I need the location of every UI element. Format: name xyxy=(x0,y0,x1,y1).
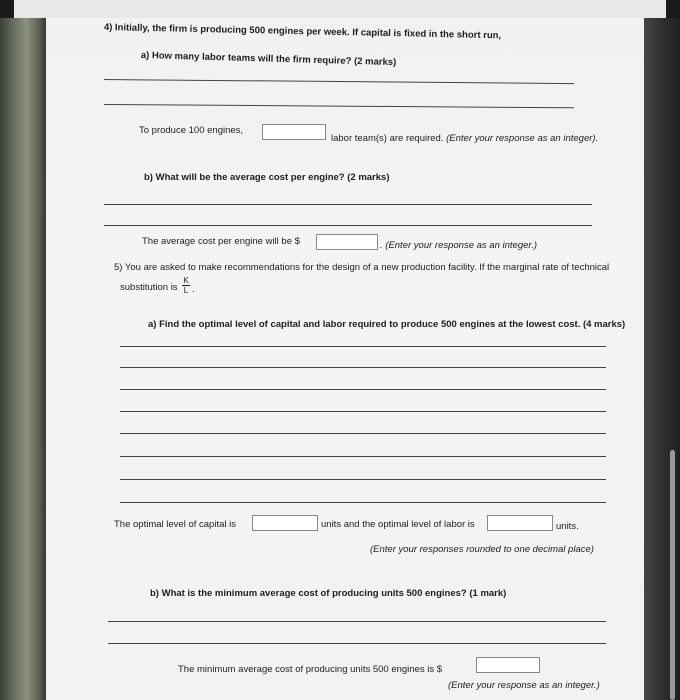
q5-substitution-label: substitution is xyxy=(120,282,178,293)
answer-line xyxy=(104,79,574,84)
top-bar xyxy=(0,0,680,18)
answer-line xyxy=(120,367,606,368)
answer-line xyxy=(120,389,606,390)
answer-line xyxy=(120,346,606,347)
q4a-question: a) How many labor teams will the firm require? (2 marks) xyxy=(140,50,397,69)
answer-line xyxy=(120,411,606,412)
capital-label: The optimal level of capital is xyxy=(114,519,236,530)
q5a-question: a) Find the optimal level of capital and labor required to produce 500 engines at the lowest cost. (4 marks) xyxy=(148,319,626,330)
answer-line xyxy=(108,643,606,644)
q4b-answer-prefix: The average cost per engine will be $ xyxy=(142,236,300,247)
minimum-cost-input[interactable] xyxy=(476,657,540,673)
answer-line xyxy=(120,502,606,503)
q4-intro-text: 4) Initially, the firm is producing 500 engines per week. If capital is fixed in the short run, xyxy=(103,22,502,42)
worksheet-page xyxy=(46,18,644,700)
capital-input[interactable] xyxy=(252,515,318,531)
units-label: units. xyxy=(556,521,579,532)
q4a-suffix-text: labor team(s) are required. xyxy=(331,133,444,144)
q4b-hint: . (Enter your response as an integer.) xyxy=(380,240,538,251)
scrollbar[interactable] xyxy=(670,450,675,700)
average-cost-input[interactable] xyxy=(316,234,378,250)
q4a-answer-suffix xyxy=(331,133,598,144)
fraction-denominator: L xyxy=(183,286,189,295)
labor-input[interactable] xyxy=(487,515,553,531)
q4-intro xyxy=(104,22,501,41)
answer-line xyxy=(104,225,592,226)
q5a-hint: (Enter your responses rounded to one decimal place) xyxy=(370,544,594,555)
q4b-question: b) What will be the average cost per engine? (2 marks) xyxy=(144,172,390,183)
answer-line xyxy=(104,104,574,108)
fraction-numerator: K xyxy=(183,276,189,285)
top-bar-inner xyxy=(14,0,666,18)
mrts-fraction xyxy=(181,276,191,295)
q5b-hint: (Enter your response as an integer.) xyxy=(448,680,600,691)
q4a-answer-prefix: To produce 100 engines, xyxy=(139,125,244,136)
labor-teams-input[interactable] xyxy=(262,124,326,140)
q5b-question: b) What is the minimum average cost of producing units 500 engines? (1 mark) xyxy=(150,588,507,599)
answer-line xyxy=(120,433,606,434)
answer-line xyxy=(108,621,606,622)
q4a-hint: (Enter your response as an integer). xyxy=(446,133,599,144)
background-left xyxy=(0,18,48,700)
fraction-suffix: . xyxy=(192,284,195,295)
answer-line xyxy=(120,479,606,480)
answer-line xyxy=(104,204,592,205)
answer-line xyxy=(120,456,606,457)
labor-label: units and the optimal level of labor is xyxy=(321,519,475,530)
q5b-answer-prefix: The minimum average cost of producing units 500 engines is $ xyxy=(178,664,443,675)
q5-intro: 5) You are asked to make recommendations for the design of a new production facility. If the marginal rate of technical xyxy=(114,262,610,273)
